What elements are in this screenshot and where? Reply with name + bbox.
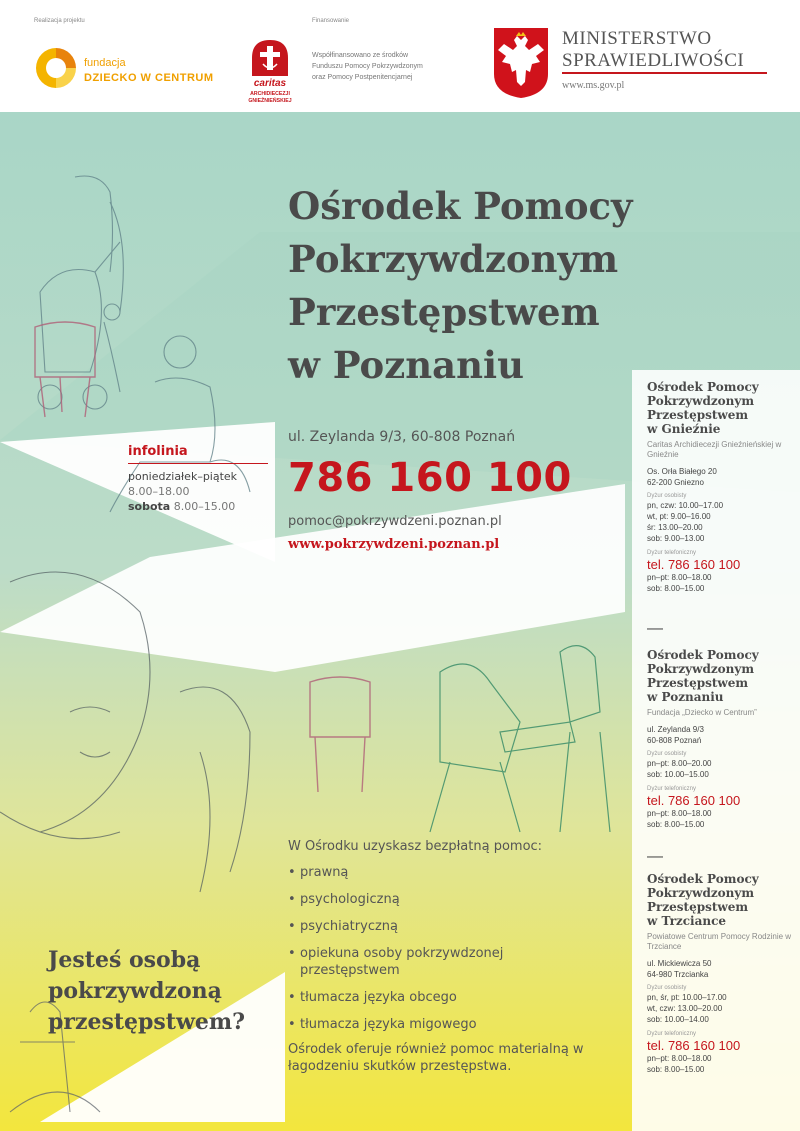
- eagle-emblem-icon: [492, 26, 550, 100]
- financing-line: Funduszu Pomocy Pokrzywdzonym: [312, 63, 423, 70]
- caritas-name: caritas: [253, 78, 287, 89]
- hours-line: sob: 10.00–15.00: [647, 770, 709, 779]
- ministry-line1: MINISTERSTWO: [562, 28, 712, 49]
- center-card-org: Powiatowe Centrum Pomocy Rodzinie w Trzciance: [647, 932, 792, 951]
- financing-line: Współfinansowano ze środków: [312, 52, 409, 59]
- center-card-gniezno: [647, 380, 797, 599]
- realizacja-label: Realizacja projektu: [34, 18, 85, 24]
- fundacja-name: [84, 56, 214, 86]
- website-link[interactable]: www.pokrzywdzeni.poznan.pl: [288, 537, 500, 552]
- center-card-org: Caritas Archidiecezji Gnieźnieńskiej w Gnieźnie: [647, 440, 782, 459]
- help-item: • psychiatryczną: [288, 918, 628, 935]
- saturday-hours: 8.00–15.00: [173, 500, 236, 513]
- financing-note: [312, 50, 462, 83]
- help-item: • tłumacza języka migowego: [288, 1016, 628, 1033]
- caritas-sub1: ARCHIDIECEZJI: [250, 91, 290, 97]
- hours-line: pn, czw: 10.00–17.00: [647, 501, 724, 510]
- center-card-phone[interactable]: tel. 786 160 100: [647, 1038, 741, 1053]
- phone-hours: [647, 808, 797, 830]
- ministry-title: [562, 28, 744, 72]
- hours-line: pn–pt: 8.00–20.00: [647, 759, 712, 768]
- address-line: ul. Mickiewicza 50: [647, 959, 712, 968]
- fundacja-line1: fundacja: [84, 57, 126, 69]
- hours-line: pn–pt: 8.00–18.00: [647, 1054, 712, 1063]
- phone-duty-label: Dyżur telefoniczny: [647, 1031, 697, 1037]
- address-line: ul. Zeylanda 9/3: [647, 725, 704, 734]
- infolinia-label: infolinia: [128, 444, 268, 464]
- infolinia-saturday: [128, 499, 268, 514]
- duty-label: Dyżur osobisty: [647, 493, 687, 499]
- center-card-address: [647, 958, 797, 980]
- center-card-address: [647, 724, 797, 746]
- center-address: ul. Zeylanda 9/3, 60-808 Poznań: [288, 429, 516, 445]
- duty-hours: [647, 992, 797, 1025]
- financing-line: oraz Pomocy Postpenitencjarnej: [312, 74, 413, 81]
- help-intro: W Ośrodku uzyskasz bezpłatną pomoc:: [288, 839, 543, 854]
- hours-line: wt, pt: 9.00–16.00: [647, 512, 711, 521]
- hours-line: sob: 8.00–15.00: [647, 1065, 705, 1074]
- infolinia-days: poniedziałek–piątek: [128, 470, 238, 483]
- header: [0, 0, 800, 112]
- hours-line: pn–pt: 8.00–18.00: [647, 573, 712, 582]
- duty-label: Dyżur osobisty: [647, 985, 687, 991]
- finansowanie-label: Finansowanie: [312, 18, 350, 24]
- duty-hours: [647, 500, 797, 544]
- hours-line: sob: 8.00–15.00: [647, 584, 705, 593]
- center-card-phone[interactable]: tel. 786 160 100: [647, 793, 741, 808]
- ministry-underline: [562, 72, 767, 74]
- separator-dash: —: [647, 848, 663, 865]
- caritas-sub2: GNIEŹNIEŃSKIEJ: [248, 98, 292, 104]
- contact-email[interactable]: pomoc@pokrzywdzeni.poznan.pl: [288, 514, 502, 529]
- duty-label: Dyżur osobisty: [647, 751, 687, 757]
- center-card-org: Fundacja „Dziecko w Centrum”: [647, 708, 757, 717]
- help-item: • prawną: [288, 864, 628, 881]
- help-outro: Ośrodek oferuje również pomoc materialną w łagodzeniu skutków przestępstwa.: [288, 1042, 584, 1074]
- hours-line: pn–pt: 8.00–18.00: [647, 809, 712, 818]
- hours-line: sob: 10.00–14.00: [647, 1015, 709, 1024]
- address-line: 64-980 Trzcianka: [647, 970, 709, 979]
- ministry-url: www.ms.gov.pl: [562, 80, 625, 91]
- ministry-line2: SPRAWIEDLIWOŚCI: [562, 50, 745, 71]
- hours-line: śr: 13.00–20.00: [647, 523, 703, 532]
- phone-duty-label: Dyżur telefoniczny: [647, 550, 697, 556]
- center-card-phone[interactable]: tel. 786 160 100: [647, 557, 741, 572]
- infolinia-weekday-hours: 8.00–18.00: [128, 485, 190, 498]
- saturday-label: sobota: [128, 500, 171, 513]
- center-card-title: Ośrodek Pomocy Pokrzywdzonym Przestępstwem w Trzciance: [647, 872, 759, 928]
- phone-duty-label: Dyżur telefoniczny: [647, 786, 697, 792]
- address-line: 62-200 Gniezno: [647, 478, 704, 487]
- fundacja-line2: DZIECKO W CENTRUM: [84, 72, 214, 84]
- center-card-title: Ośrodek Pomocy Pokrzywdzonym Przestępstwem w Poznaniu: [647, 648, 759, 704]
- fundacja-logo-icon: [34, 46, 78, 90]
- address-line: 60-808 Poznań: [647, 736, 702, 745]
- phone-hours: [647, 1053, 797, 1075]
- center-card-poznan: [647, 648, 797, 835]
- separator-dash: —: [647, 620, 663, 637]
- center-card-address: [647, 466, 797, 488]
- help-list: [288, 864, 628, 1033]
- center-card-title: Ośrodek Pomocy Pokrzywdzonym Przestępstwem w Gnieźnie: [647, 380, 759, 436]
- help-item: • tłumacza języka obcego: [288, 989, 628, 1006]
- hours-line: wt, czw: 13.00–20.00: [647, 1004, 723, 1013]
- address-line: Os. Orła Białego 20: [647, 467, 717, 476]
- help-item: • opiekuna osoby pokrzywdzonej przestępstwem: [288, 945, 538, 979]
- phone-hours: [647, 572, 797, 594]
- hours-line: sob: 8.00–15.00: [647, 820, 705, 829]
- infolinia-block: [128, 444, 268, 514]
- hotline-phone[interactable]: 786 160 100: [288, 455, 572, 501]
- hours-line: pn, śr, pt: 10.00–17.00: [647, 993, 727, 1002]
- hours-line: sob: 9.00–13.00: [647, 534, 705, 543]
- caritas-logo-icon: [240, 38, 300, 108]
- duty-hours: [647, 758, 797, 780]
- center-title: Ośrodek Pomocy Pokrzywdzonym Przestępstwem w Poznaniu: [288, 184, 633, 387]
- center-card-trzcianka: [647, 872, 797, 1080]
- help-item: • psychologiczną: [288, 891, 628, 908]
- question-heading: Jesteś osobą pokrzywdzoną przestępstwem?: [48, 947, 246, 1035]
- help-section: [288, 839, 628, 1075]
